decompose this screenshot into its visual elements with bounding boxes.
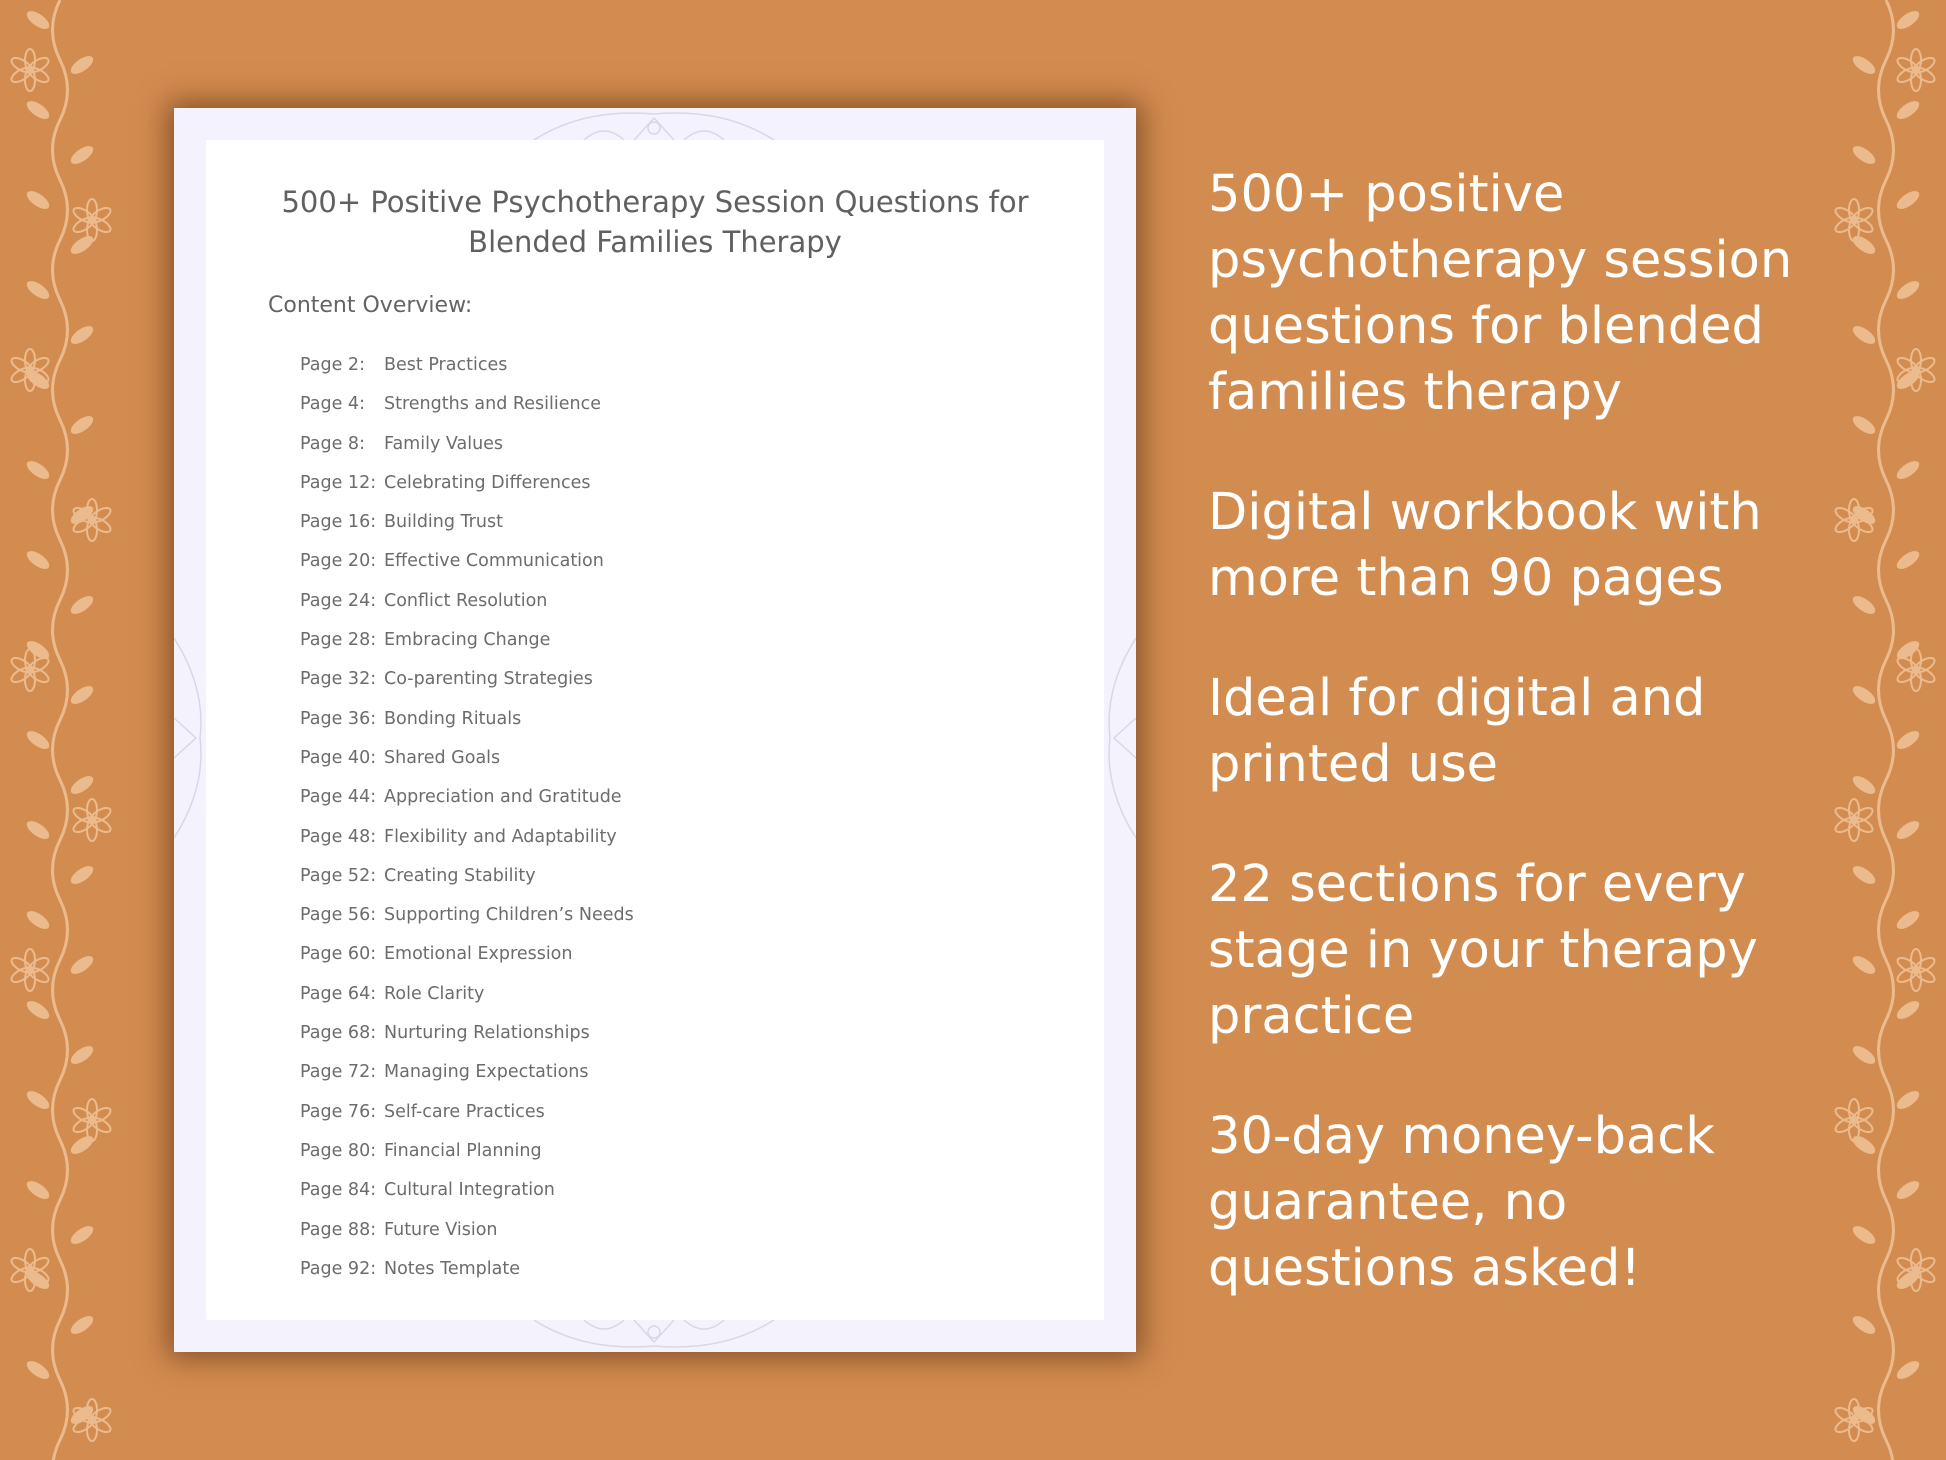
toc-entry bbox=[300, 1014, 634, 1053]
toc-entry bbox=[300, 1093, 634, 1132]
toc-section-title: Role Clarity bbox=[384, 983, 485, 1004]
toc-page-number: Page 24: bbox=[300, 590, 377, 611]
document-title-line-2: Blended Families Therapy bbox=[468, 225, 842, 259]
toc-section-title: Creating Stability bbox=[384, 865, 536, 886]
toc-page-number: Page 88: bbox=[300, 1219, 377, 1240]
mandala-ornament-right bbox=[1104, 618, 1136, 858]
toc-entry bbox=[300, 739, 634, 778]
toc-entry bbox=[300, 542, 634, 581]
toc-section-title: Shared Goals bbox=[384, 747, 501, 768]
content-overview-label: Content Overview: bbox=[268, 293, 473, 318]
toc-page-number: Page 76: bbox=[300, 1101, 377, 1122]
toc-page-number: Page 40: bbox=[300, 747, 377, 768]
document-title-line-1: 500+ Positive Psychotherapy Session Questions for bbox=[281, 185, 1029, 219]
toc-page-number: Page 72: bbox=[300, 1062, 377, 1083]
toc-section-title: Embracing Change bbox=[384, 630, 551, 651]
toc-page-number: Page 8: bbox=[300, 433, 365, 454]
feature-list bbox=[1208, 162, 1818, 1356]
toc-page-number: Page 4: bbox=[300, 394, 365, 415]
toc-entry bbox=[300, 621, 634, 660]
toc-section-title: Co-parenting Strategies bbox=[384, 669, 593, 690]
toc-section-title: Effective Communication bbox=[384, 551, 604, 572]
toc-section-title: Emotional Expression bbox=[384, 944, 573, 965]
feature-item: 500+ positive psychotherapy session questions for blended families therapy bbox=[1208, 165, 1793, 422]
toc-entry bbox=[300, 857, 634, 896]
toc-entry bbox=[300, 346, 634, 385]
toc-entry bbox=[300, 464, 634, 503]
toc-section-title: Building Trust bbox=[384, 512, 503, 533]
toc-section-title: Bonding Rituals bbox=[384, 708, 522, 729]
toc-page-number: Page 56: bbox=[300, 905, 377, 926]
toc-entry bbox=[300, 700, 634, 739]
toc-page-number: Page 36: bbox=[300, 708, 377, 729]
toc-entry bbox=[300, 935, 634, 974]
toc-section-title: Best Practices bbox=[384, 355, 508, 375]
toc-entry bbox=[300, 1211, 634, 1250]
toc-page-number: Page 52: bbox=[300, 865, 377, 886]
toc-section-title: Family Values bbox=[384, 433, 504, 454]
toc-page-number: Page 64: bbox=[300, 983, 377, 1004]
toc-section-title: Self-care Practices bbox=[384, 1101, 545, 1122]
feature-item: 22 sections for every stage in your therapy practice bbox=[1208, 855, 1758, 1046]
toc-section-title: Appreciation and Gratitude bbox=[384, 787, 622, 808]
toc-entry bbox=[300, 503, 634, 542]
toc-entry bbox=[300, 1132, 634, 1171]
toc-page-number: Page 12: bbox=[300, 472, 377, 493]
toc-section-title: Managing Expectations bbox=[384, 1062, 589, 1083]
toc-page-number: Page 32: bbox=[300, 669, 377, 690]
toc-page-number: Page 16: bbox=[300, 512, 377, 533]
toc-section-title: Cultural Integration bbox=[384, 1180, 555, 1201]
feature-item: Ideal for digital and printed use bbox=[1208, 669, 1706, 794]
toc-section-title: Notes Template bbox=[384, 1258, 520, 1279]
floral-vine-left bbox=[0, 0, 140, 1460]
mandala-ornament-top bbox=[514, 108, 794, 140]
toc-page-number: Page 20: bbox=[300, 551, 377, 572]
toc-entry bbox=[300, 975, 634, 1014]
floral-vine-right bbox=[1806, 0, 1946, 1460]
toc-entry bbox=[300, 385, 634, 424]
toc-page-number: Page 44: bbox=[300, 787, 377, 808]
toc-entry bbox=[300, 1053, 634, 1092]
toc-section-title: Future Vision bbox=[384, 1219, 498, 1240]
document-title bbox=[246, 182, 1064, 262]
toc-page-number: Page 60: bbox=[300, 944, 377, 965]
mandala-ornament-bottom bbox=[514, 1320, 794, 1352]
toc-section-title: Strengths and Resilience bbox=[384, 394, 601, 415]
toc-page-number: Page 80: bbox=[300, 1140, 377, 1161]
feature-item: 30-day money-back guarantee, no questions asked! bbox=[1208, 1107, 1715, 1298]
toc-section-title: Nurturing Relationships bbox=[384, 1023, 590, 1044]
toc-page-number: Page 28: bbox=[300, 630, 377, 651]
toc-entry bbox=[300, 818, 634, 857]
toc-entry bbox=[300, 778, 634, 817]
feature-item: Digital workbook with more than 90 pages bbox=[1208, 483, 1762, 608]
table-of-contents bbox=[300, 346, 634, 1289]
toc-page-number: Page 2: bbox=[300, 355, 365, 375]
toc-section-title: Flexibility and Adaptability bbox=[384, 826, 617, 847]
toc-section-title: Supporting Children’s Needs bbox=[384, 905, 634, 926]
mandala-ornament-left bbox=[174, 618, 206, 858]
toc-entry bbox=[300, 425, 634, 464]
toc-entry bbox=[300, 1171, 634, 1210]
toc-page-number: Page 84: bbox=[300, 1180, 377, 1201]
toc-page-number: Page 92: bbox=[300, 1258, 377, 1279]
toc-entry bbox=[300, 896, 634, 935]
toc-entry bbox=[300, 1250, 634, 1289]
toc-section-title: Financial Planning bbox=[384, 1140, 542, 1161]
workbook-page-preview bbox=[174, 108, 1136, 1352]
toc-entry bbox=[300, 660, 634, 699]
toc-section-title: Conflict Resolution bbox=[384, 590, 548, 611]
page-content-area bbox=[206, 140, 1104, 1320]
toc-section-title: Celebrating Differences bbox=[384, 472, 591, 493]
toc-page-number: Page 48: bbox=[300, 826, 377, 847]
toc-entry bbox=[300, 582, 634, 621]
toc-page-number: Page 68: bbox=[300, 1023, 377, 1044]
